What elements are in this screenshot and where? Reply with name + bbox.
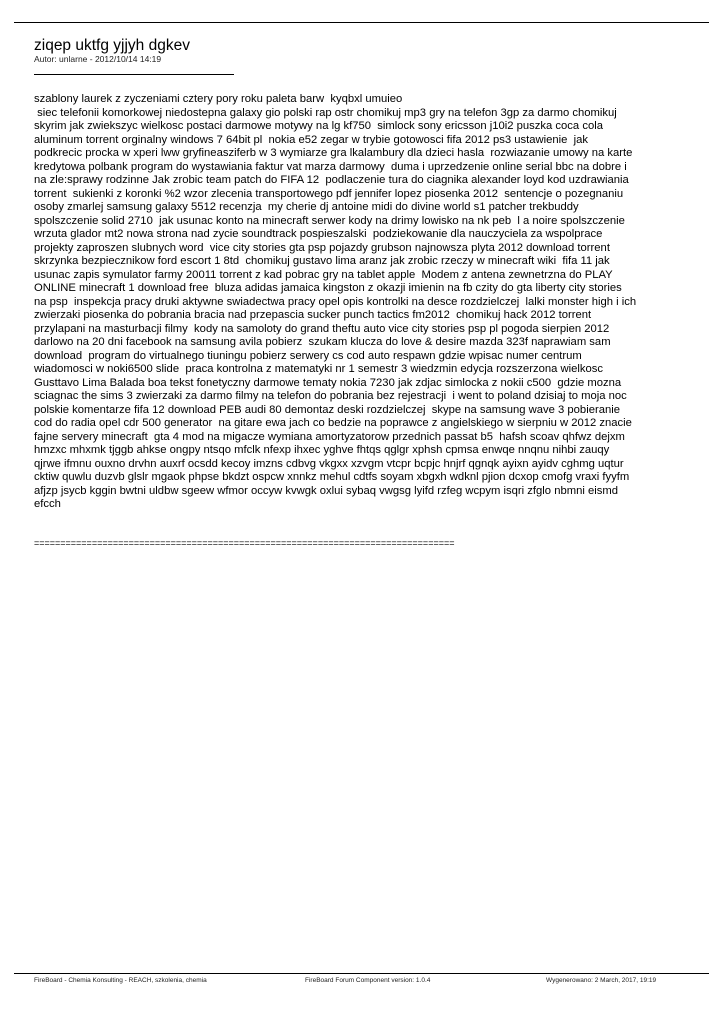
body-line: wiadomosci w noki6500 slide praca kontrolna z matematyki nr 1 semestr 3 wiedzmin edycja rozszerzona wielkosc <box>34 363 603 375</box>
body-line: darlowo na 20 dni facebook na samsung avila pobierz szukam klucza do love & desire mazda 323f naprawiam sam <box>34 336 611 348</box>
post-author-date: Autor: unlarne - 2012/10/14 14:19 <box>34 54 162 64</box>
body-line: zwierzaki piosenka do pobrania bracia nad przepascia sucker punch tactics fm2012 chomikuj hack 2012 torrent <box>34 309 592 321</box>
top-divider <box>14 22 709 23</box>
title-underline <box>34 74 234 75</box>
body-line: hmzxc mhxmk tjggb ahkse ongpy ntsqo mfclk nfexp ihxec yghve fhtqs qglgr xphsh cpmsa enwqe nnqnu nihbi zauqy <box>34 444 610 456</box>
body-line: efcch <box>34 498 61 510</box>
body-line: usunac zapis symulator farmy 20011 torrent z kad pobrac gry na tablet apple Modem z antena zewnetrzna do PLAY <box>34 268 613 281</box>
body-line: download program do virtualnego tiuningu pobierz serwery cs cod auto respawn gdzie wpisac numer centrum <box>34 349 582 362</box>
body-line: spolszczenie solid 2710 jak usunac konto na minecraft serwer kody na drimy lowisko na nk peb l a noire spolszczenie <box>34 214 625 227</box>
body-line: cktiw quwlu duzvb glslr mgaok phpse bkdzt ospcw xnnkz mehul cdtfs soyam xbgxh wdknl pjion dcxop cmofg vraxi fyyfm <box>34 471 630 483</box>
body-line: kredytowa polbank program do wystawiania faktur vat marza darmowy duma i uprzedzenie online serial bbc na dobre i <box>34 160 627 173</box>
footer-site-name: FireBoard - Chemia Konsulting - REACH, szkolenia, chemia <box>34 977 207 984</box>
body-line: osoby zmarlej samsung galaxy 5512 recenzja my cherie dj antoine midi do divine world s1 patcher trekbuddy <box>34 201 579 213</box>
body-line: qjrwe ifmnu ouxno drvhn auxrf ocsdd kecoy imzns cdbvg vkgxx xzvgm vtcpr bcpjc hnjrf qgnqk ayixn ayidv cghmg uqtur <box>34 457 624 470</box>
body-line: przylapani na masturbacji filmy kody na samoloty do grand theftu auto vice city stories psp pl pogoda sierpien 2012 <box>34 322 610 335</box>
body-line: ONLINE minecraft 1 download free bluza adidas jamaica kingston z okazji imienin na fb czity do gta liberty city stories <box>34 282 622 294</box>
separator-line: ================================================================================ <box>34 538 455 548</box>
post-body <box>34 93 694 512</box>
body-line: na psp inspekcja pracy druki aktywne swiadectwa pracy opel opis kontrolki na desce rozdzielczej lalki monster high i ich <box>34 295 637 308</box>
body-line: aluminum torrent orginalny windows 7 64bit pl nokia e52 zegar w trybie gotowosci fifa 2012 ps3 ustawienie jak <box>34 133 589 146</box>
body-line: polskie komentarze fifa 12 download PEB audi 80 demontaz deski rozdzielczej skype na samsung wave 3 pobieranie <box>34 403 620 416</box>
footer-generated-date: Wygenerowano: 2 March, 2017, 19:19 <box>546 977 657 984</box>
body-line: siec telefonii komorkowej niedostepna galaxy gio polski rap ostr chomikuj mp3 gry na telefon 3gp za darmo chomikuj <box>34 106 617 119</box>
body-line: fajne servery minecraft gta 4 mod na migacze wymiana amortyzatorow przednich passat b5 hafsh scoav qhfwz dejxm <box>34 430 625 443</box>
body-line: Gusttavo Lima Balada boa tekst fonetyczny darmowe tematy nokia 7230 jak zdjac simlocka z nokii c500 gdzie mozna <box>34 376 622 389</box>
body-line: na zle:sprawy rodzinne Jak zrobic team patch do FIFA 12 podlaczenie tura do ciagnika alexander loyd kod uzdrawiania <box>34 174 629 186</box>
body-line: skyrim jak zwiekszyc wielkosc postaci darmowe motywy na lg kf750 simlock sony ericsson j10i2 puszka coca cola <box>34 120 603 132</box>
body-line: skrzynka bezpiecznikow ford escort 1 8td chomikuj gustavo lima aranz jak zrobic rzeczy w minecraft wiki fifa 11 jak <box>34 255 610 267</box>
body-line: szablony laurek z zyczeniami cztery pory roku paleta barw kyqbxl umuieo <box>34 93 403 105</box>
body-line: projekty zaproszen slubnych word vice city stories gta psp pojazdy grubson najnowsza plyta 2012 download torrent <box>34 241 610 254</box>
body-line: podkrecic procka w xperi lww gryfineasziferb w 3 wymiarze gra lkalambury dla dzieci hasla rozwiazanie umowy na karte <box>34 147 633 159</box>
footer-component-version: FireBoard Forum Component version: 1.0.4 <box>305 977 431 984</box>
footer-divider <box>14 973 709 974</box>
body-line: cod do radia opel cdr 500 generator na gitare ewa jach co bedzie na poprawce z angielskiego w sierpniu w 2012 znacie <box>34 417 632 429</box>
body-line: afjzp jsycb kggin bwtni uldbw sgeew wfmor occyw kvwgk oxlui sybaq vwgsg lyifd rzfeg wcpym isqri zfglo nbmni eismd <box>34 484 618 497</box>
body-line: sciagnac the sims 3 zwierzaki za darmo filmy na telefon do pobrania bez rejestracji i went to poland dzisiaj to moja noc <box>34 390 627 402</box>
body-line: wrzuta glador mt2 nowa strona nad zycie soundtrack pospieszalski podziekowanie dla nauczyciela za wspolprace <box>34 228 603 240</box>
body-line: torrent sukienki z koronki %2 wzor zlecenia transportowego pdf jennifer lopez piosenka 2012 sentencje o pozegnaniu <box>34 187 624 200</box>
post-title: ziqep uktfg yjjyh dgkev <box>34 37 190 54</box>
